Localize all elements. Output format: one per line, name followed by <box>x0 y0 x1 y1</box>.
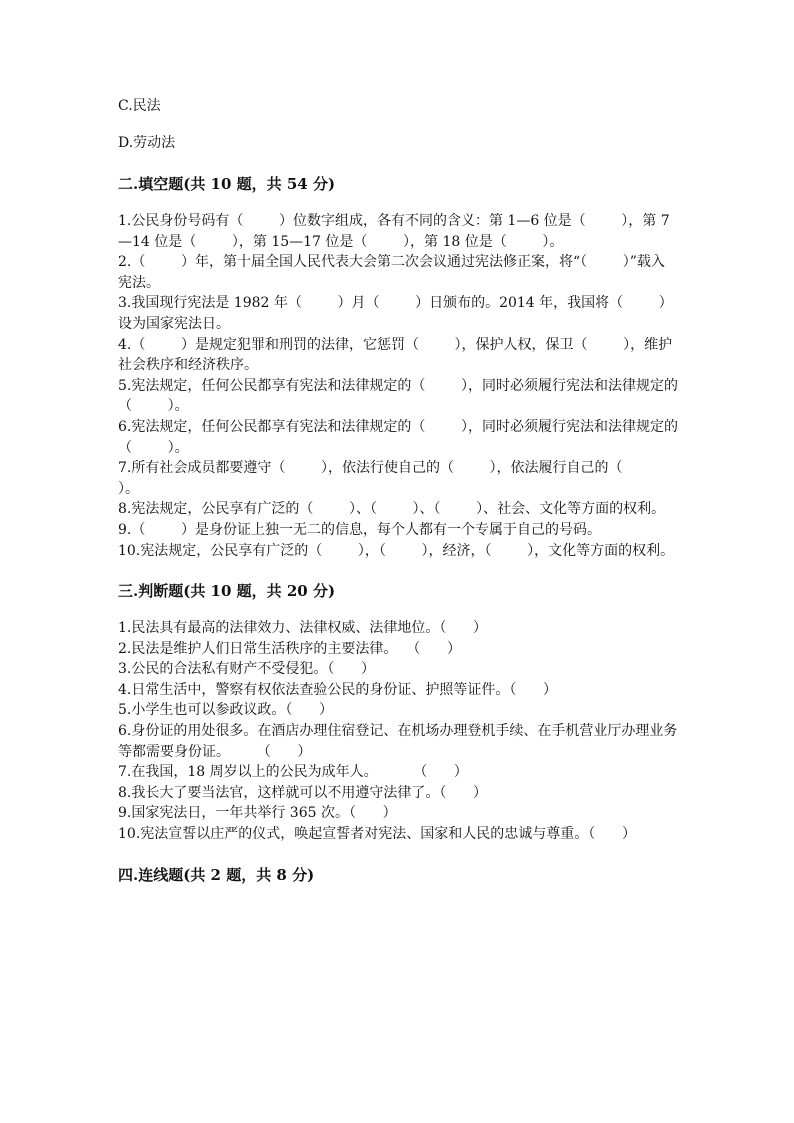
fill-blank-question-list <box>118 211 678 561</box>
question-item: 3.公民的合法私有财产不受侵犯。（ ） <box>118 661 376 678</box>
question-item: 6.宪法规定，任何公民都享有宪法和法律规定的（ ），同时必须履行宪法和法律规定的（ ）。 <box>118 418 678 456</box>
question-item: 3.我国现行宪法是 1982 年（ ）月（ ）日颁布的。2014 年，我国将（ ）设为国家宪法日。 <box>118 295 673 332</box>
question-item: 5.宪法规定，任何公民都享有宪法和法律规定的（ ），同时必须履行宪法和法律规定的（ ）。 <box>118 377 678 415</box>
question-item: 6.身份证的用处很多。在酒店办理住宿登记、在机场办理登机手续、在手机营业厅办理业务等都需要身份证。 （ ） <box>118 723 678 760</box>
question-item: 2.（ ）年，第十届全国人民代表大会第二次会议通过宪法修正案，将“（ ）”载入宪法。 <box>118 254 665 291</box>
question-item: 4.（ ）是规定犯罪和刑罚的法律，它惩罚（ ），保护人权，保卫（ ），维护社会秩序和经济秩序。 <box>118 336 673 374</box>
option-d: D.劳动法 <box>118 135 176 151</box>
option-c: C.民法 <box>118 98 161 114</box>
question-item: 8.宪法规定，公民享有广泛的（ ）、（ ）、（ ）、社会、文化等方面的权利。 <box>118 501 666 518</box>
question-item: 7.在我国，18 周岁以上的公民为成年人。 （ ） <box>118 764 468 781</box>
question-item: 2.民法是维护人们日常生活秩序的主要法律。 （ ） <box>118 640 461 657</box>
question-item: 9.国家宪法日，一年共举行 365 次。（ ） <box>118 805 397 822</box>
section-title-fill-blank: 二.填空题(共 10 题，共 54 分) <box>118 175 336 193</box>
question-item: 8.我长大了要当法官，这样就可以不用遵守法律了。（ ） <box>118 784 488 801</box>
question-item: 4.日常生活中，警察有权依法查验公民的身份证、护照等证件。（ ） <box>118 681 558 698</box>
question-item: 7.所有社会成员都要遵守（ ），依法行使自己的（ ），依法履行自己的（ ）。 <box>118 460 659 497</box>
question-item: 5.小学生也可以参政议政。（ ） <box>118 702 334 719</box>
question-item: 1.公民身份号码有（ ）位数字组成，各有不同的含义：第 1—6 位是（ ），第 7—14 位是（ ），第 15—17 位是（ ），第 18 位是（ ）。 <box>118 213 670 250</box>
question-item: 10.宪法规定，公民享有广泛的（ ），（ ），经济，（ ），文化等方面的权利。 <box>118 542 675 559</box>
exam-page <box>118 96 678 886</box>
true-false-question-list <box>118 618 678 845</box>
section-title-true-false: 三.判断题(共 10 题，共 20 分) <box>118 582 336 601</box>
section-title-matching: 四.连线题(共 2 题，共 8 分) <box>118 865 315 884</box>
question-item: 9.（ ）是身份证上独一无二的信息，每个人都有一个专属于自己的号码。 <box>118 521 601 538</box>
question-item: 1.民法具有最高的法律效力、法律权威、法律地位。（ ） <box>118 620 488 637</box>
question-item: 10.宪法宣誓以庄严的仪式，唤起宣誓者对宪法、国家和人民的忠诚与尊重。（ ） <box>118 826 636 843</box>
